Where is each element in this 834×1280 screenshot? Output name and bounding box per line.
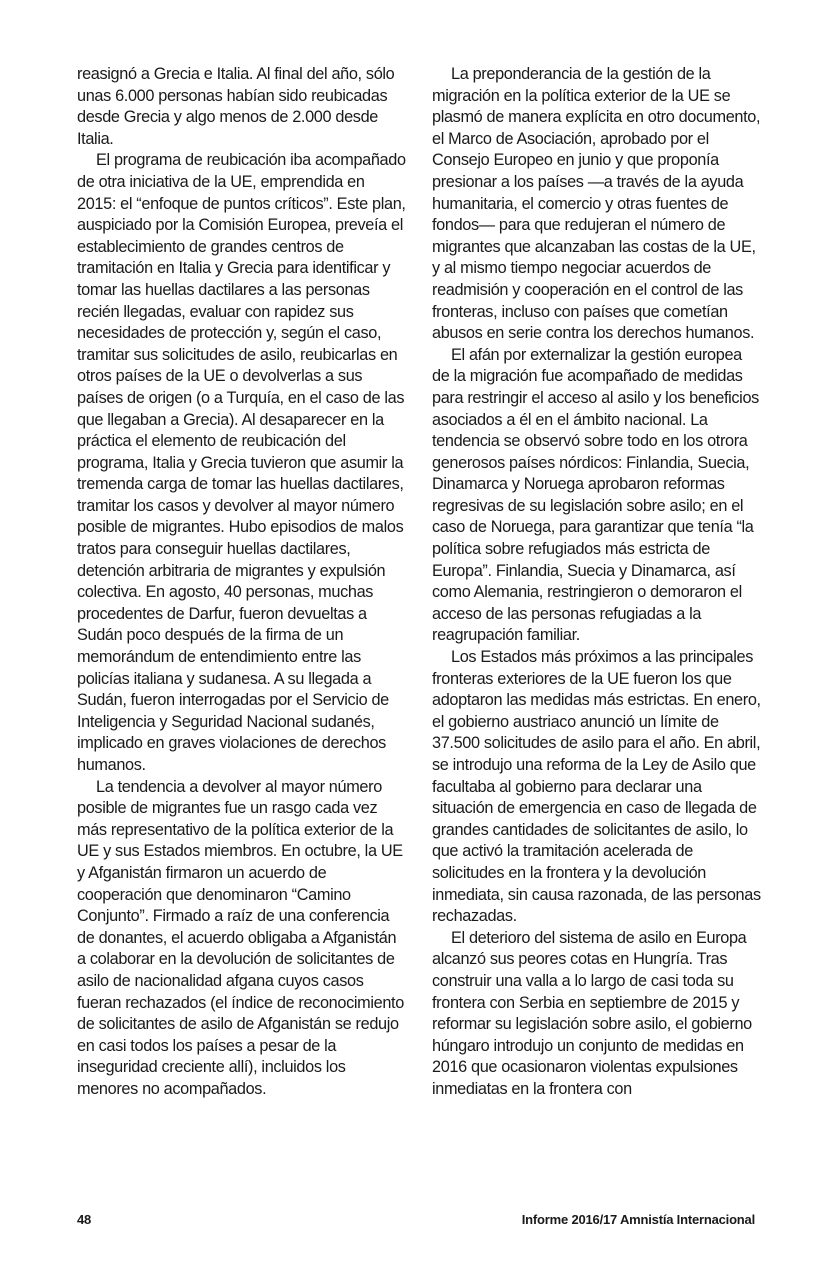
paragraph: La preponderancia de la gestión de la migración en la política exterior de la UE se plasmó de manera explícita en otro documento, el Marco de Asociación, aprobado por el Consejo Europeo en junio y que proponía presionar a los países —a través de la ayuda humanitaria, el comercio y otras fuentes de fondos— para que redujeran el número de migrantes que alcanzaban las costas de la UE, y al mismo tiempo negociar acuerdos de readmisión y cooperación en el control de las fronteras, incluso con países que cometían abusos en serie contra los derechos humanos. — [432, 65, 761, 343]
paragraph: Los Estados más próximos a las principales fronteras exteriores de la UE fueron los que adoptaron las medidas más estrictas. En enero, el gobierno austriaco anunció un límite de 37.500 solicitudes de asilo para el año. En abril, se introdujo una reforma de la Ley de Asilo que facultaba al gobierno para declarar una situación de emergencia en caso de llegada de grandes cantidades de solicitantes de asilo, lo que activó la tramitación acelerada de solicitudes en la frontera y la devolución inmediata, sin causa razonada, de las personas rechazadas. — [432, 648, 761, 926]
right-column — [432, 64, 762, 1101]
publication-title: Informe 2016/17 Amnistía Internacional — [521, 1212, 755, 1227]
paragraph: reasignó a Grecia e Italia. Al final del año, sólo unas 6.000 personas habían sido reubicadas desde Grecia y algo menos de 2.000 desde Italia. — [77, 65, 395, 148]
paragraph: El afán por externalizar la gestión europea de la migración fue acompañado de medidas para restringir el acceso al asilo y los beneficios asociados a él en el ámbito nacional. La tendencia se observó sobre todo en los otrora generosos países nórdicos: Finlandia, Suecia, Dinamarca y Noruega aprobaron reformas regresivas de su legislación sobre asilo; en el caso de Noruega, para garantizar que tenía “la política sobre refugiados más estricta de Europa”. Finlandia, Suecia y Dinamarca, así como Alemania, restringieron o demoraron el acceso de las personas refugiadas a la reagrupación familiar. — [432, 345, 759, 645]
paragraph: La tendencia a devolver al mayor número posible de migrantes fue un rasgo cada vez más representativo de la política exterior de la UE y sus Estados miembros. En octubre, la UE y Afganistán firmaron un acuerdo de cooperación que denominaron “Camino Conjunto”. Firmado a raíz de una conferencia de donantes, el acuerdo obligaba a Afganistán a colaborar en la devolución de solicitantes de asilo de nacionalidad afgana cuyos casos fueran rechazados (el índice de reconocimiento de solicitantes de asilo de Afganistán se redujo en casi todos los países a pesar de la inseguridad creciente allí), incluidos los menores no acompañados. — [77, 777, 404, 1098]
page-number: 48 — [77, 1212, 92, 1227]
paragraph: El programa de reubicación iba acompañado de otra iniciativa de la UE, emprendida en 2015: el “enfoque de puntos críticos”. Este plan, auspiciado por la Comisión Europea, preveía el establecimiento de grandes centros de tramitación en Italia y Grecia para identificar y tomar las huellas dactilares a las personas recién llegadas, evaluar con rapidez sus necesidades de protección y, según el caso, tramitar sus solicitudes de asilo, reubicarlas en otros países de la UE o devolverlas a sus países de origen (o a Turquía, en el caso de las que llegaban a Grecia). Al desaparecer en la práctica el elemento de reubicación del programa, Italia y Grecia tuvieron que asumir la tremenda carga de tomar las huellas dactilares, tramitar los casos y devolver al mayor número posible de migrantes. Hubo episodios de malos tratos para conseguir huellas dactilares, detención arbitraria de migrantes y expulsión colectiva. En agosto, 40 personas, muchas procedentes de Darfur, fueron devueltas a Sudán poco después de la firma de un memorándum de entendimiento entre las policías italiana y sudanesa. A su llegada a Sudán, fueron interrogadas por el Servicio de Inteligencia y Seguridad Nacional sudanés, implicado en graves violaciones de derechos humanos. — [77, 151, 406, 774]
left-column — [77, 64, 407, 1101]
paragraph: El deterioro del sistema de asilo en Europa alcanzó sus peores cotas en Hungría. Tras construir una valla a lo largo de casi toda su frontera con Serbia en septiembre de 2015 y reformar su legislación sobre asilo, el gobierno húngaro introdujo un conjunto de medidas en 2016 que ocasionaron violentas expulsiones inmediatas en la frontera con — [432, 928, 752, 1098]
